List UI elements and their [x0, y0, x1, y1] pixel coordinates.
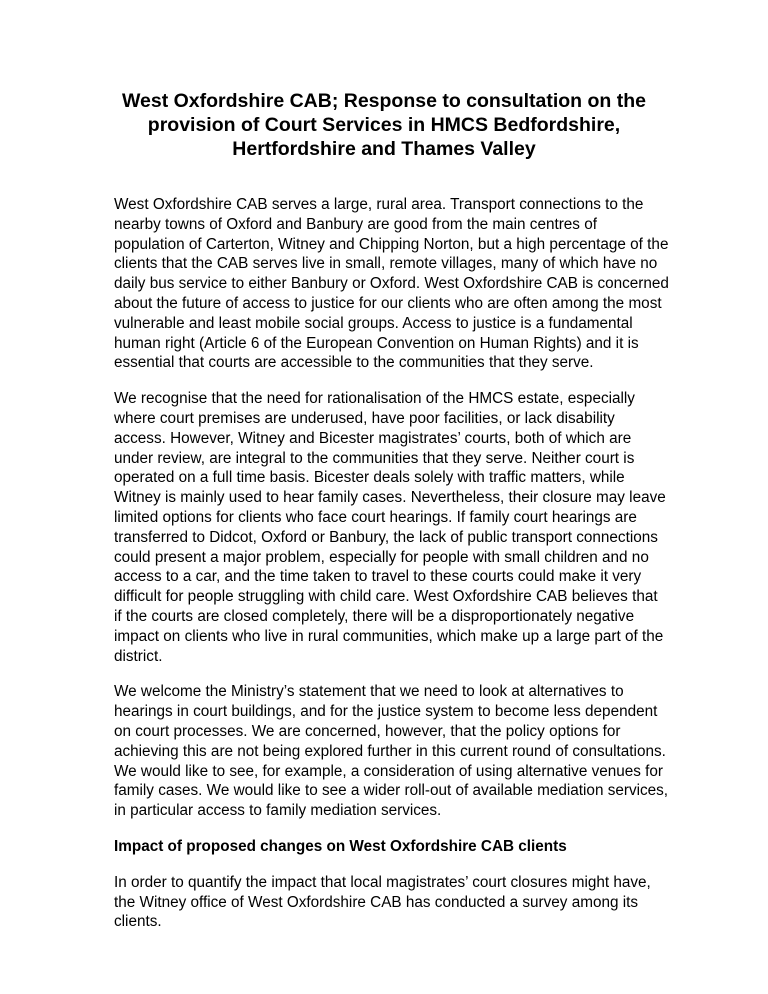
paragraph-rationalisation: We recognise that the need for rationalisation of the HMCS estate, especially where court premises are underused, have poor facilities, or lack disability access. However, Witney and Bicester magistrates’ courts, both of which are under review, are integral to the communities that they serve. Neither court is operated on a full time basis. Bicester deals solely with traffic matters, while Witney is mainly used to hear family cases. Nevertheless, their closure may leave limited options for clients who face court hearings. If family court hearings are transferred to Didcot, Oxford or Banbury, the lack of public transport connections could present a major problem, especially for people with small children and no access to a car, and the time taken to travel to these courts could make it very difficult for people struggling with child care. West Oxfordshire CAB believes that if the courts are closed completely, there will be a disproportionately negative impact on clients who live in rural communities, which make up a large part of the district.	[114, 390, 666, 665]
paragraph-survey: In order to quantify the impact that local magistrates’ court closures might have, the Witney office of West Oxfordshire CAB has conducted a survey among its clients.	[114, 873, 651, 931]
document-body	[114, 195, 669, 948]
paragraph-alternatives: We welcome the Ministry’s statement that we need to look at alternatives to hearings in court buildings, and for the justice system to become less dependent on court processes. We are concerned, however, that the policy options for achieving this are not being explored further in this current round of consultations. We would like to see, for example, a consideration of using alternative venues for family cases. We would like to see a wider roll-out of available mediation services, in particular access to family mediation services.	[114, 683, 669, 820]
paragraph-intro: West Oxfordshire CAB serves a large, rural area. Transport connections to the nearby towns of Oxford and Banbury are good from the main centres of population of Carterton, Witney and Chipping Norton, but a high percentage of the clients that the CAB serves live in small, remote villages, many of which have no daily bus service to either Banbury or Oxford. West Oxfordshire CAB is concerned about the future of access to justice for our clients who are often among the most vulnerable and least mobile social groups. Access to justice is a fundamental human right (Article 6 of the European Convention on Human Rights) and it is essential that courts are accessible to the communities that they serve.	[114, 196, 669, 372]
document-title: West Oxfordshire CAB; Response to consultation on the provision of Court Services in HMCS Bedfordshire, Hertfordshire and Thames Valley	[121, 90, 646, 160]
section-heading: Impact of proposed changes on West Oxfordshire CAB clients	[114, 837, 567, 855]
